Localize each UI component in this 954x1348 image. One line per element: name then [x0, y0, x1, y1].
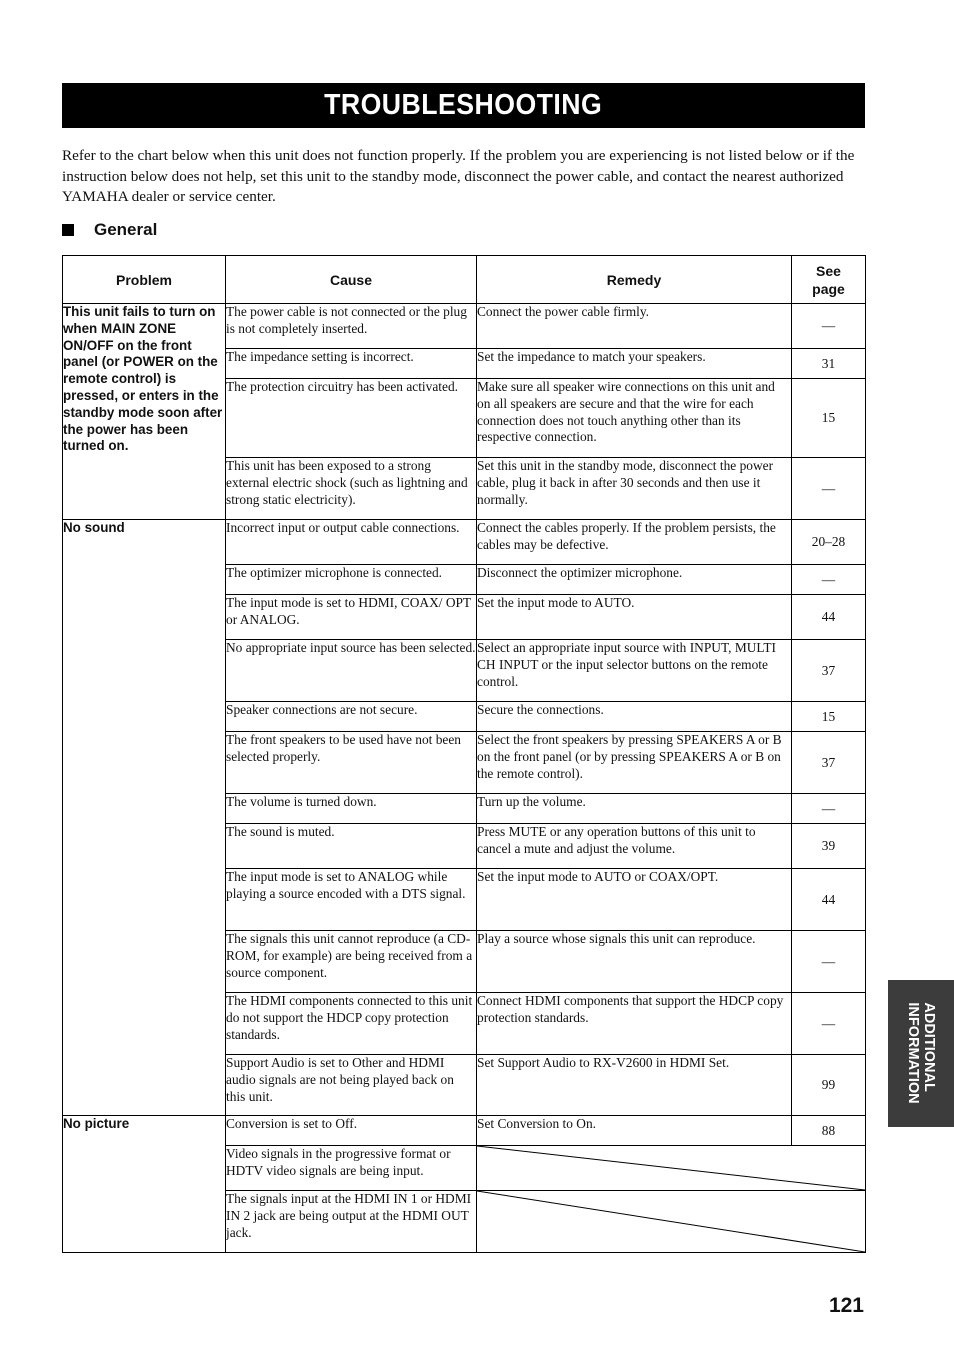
table-header-row — [63, 256, 866, 304]
cause-cell: Conversion is set to Off. — [226, 1116, 477, 1146]
page-number: 121 — [828, 1294, 864, 1317]
side-tab-label: ADDITIONAL INFORMATION — [905, 1002, 937, 1104]
section-heading — [62, 220, 157, 240]
page-cell: 37 — [792, 732, 866, 794]
problem-cell: No sound — [63, 520, 226, 1116]
square-bullet-icon — [62, 224, 74, 236]
remedy-cell: Set this unit in the standby mode, disconnect the power cable, plug it back in after 30 seconds and then use it normally. — [477, 458, 792, 520]
remedy-cell: Turn up the volume. — [477, 794, 792, 824]
empty-crossed-cell — [477, 1146, 866, 1191]
empty-crossed-cell — [477, 1191, 866, 1253]
cause-cell: Video signals in the progressive format or HDTV video signals are being input. — [226, 1146, 477, 1191]
cause-cell: The volume is turned down. — [226, 794, 477, 824]
remedy-cell: Play a source whose signals this unit can reproduce. — [477, 931, 792, 993]
section-title: General — [94, 220, 158, 239]
diagonal-line — [477, 1146, 865, 1190]
remedy-cell: Set the input mode to AUTO. — [477, 595, 792, 640]
page-cell: — — [792, 794, 866, 824]
page-cell: 20–28 — [792, 520, 866, 565]
remedy-cell: Make sure all speaker wire connections on this unit and on all speakers are secure and that the wire for each connection does not touch anything other than its respective connection. — [477, 379, 792, 458]
page-cell: — — [792, 565, 866, 595]
section-side-tab — [888, 980, 954, 1127]
table-row — [63, 304, 866, 349]
remedy-cell: Select the front speakers by pressing SPEAKERS A or B on the front panel (or by pressing SPEAKERS A or B on the remote control). — [477, 732, 792, 794]
remedy-cell: Select an appropriate input source with INPUT, MULTI CH INPUT or the input selector buttons on the remote control. — [477, 640, 792, 702]
page-cell: — — [792, 458, 866, 520]
page-cell: 37 — [792, 640, 866, 702]
page-cell: — — [792, 304, 866, 349]
cause-cell: Support Audio is set to Other and HDMI audio signals are not being played back on this unit. — [226, 1055, 477, 1116]
cause-cell: Incorrect input or output cable connections. — [226, 520, 477, 565]
remedy-cell: Disconnect the optimizer microphone. — [477, 565, 792, 595]
page-cell: 44 — [792, 869, 866, 931]
cause-cell: No appropriate input source has been selected. — [226, 640, 477, 702]
remedy-cell: Set Support Audio to RX-V2600 in HDMI Set. — [477, 1055, 792, 1116]
remedy-cell: Set the impedance to match your speakers. — [477, 349, 792, 379]
problem-cell: This unit fails to turn on when MAIN ZONE ON/OFF on the front panel (or POWER on the remote control) is pressed, or enters in the standby mode soon after the power has been turned on. — [63, 304, 226, 520]
remedy-cell: Secure the connections. — [477, 702, 792, 732]
cause-cell: This unit has been exposed to a strong external electric shock (such as lightning and strong static electricity). — [226, 458, 477, 520]
header-problem: Problem — [63, 256, 226, 304]
cause-cell: The input mode is set to HDMI, COAX/ OPT or ANALOG. — [226, 595, 477, 640]
cause-cell: The signals input at the HDMI IN 1 or HDMI IN 2 jack are being output at the HDMI OUT jack. — [226, 1191, 477, 1253]
cause-cell: The signals this unit cannot reproduce (a CD-ROM, for example) are being received from a source component. — [226, 931, 477, 993]
remedy-cell: Set the input mode to AUTO or COAX/OPT. — [477, 869, 792, 931]
cause-cell: The power cable is not connected or the plug is not completely inserted. — [226, 304, 477, 349]
header-see-page: See page — [792, 256, 866, 304]
remedy-cell: Set Conversion to On. — [477, 1116, 792, 1146]
diagonal-line — [477, 1191, 865, 1252]
page-cell: 44 — [792, 595, 866, 640]
page-title-bar — [62, 83, 865, 128]
remedy-cell: Connect the cables properly. If the problem persists, the cables may be defective. — [477, 520, 792, 565]
intro-paragraph: Refer to the chart below when this unit does not function properly. If the problem you are experiencing is not listed below or if the instruction below does not help, set this unit to the standby mode, disconnect the power cable, and contact the nearest authorized YAMAHA dealer or service center. — [62, 147, 855, 205]
cause-cell: The sound is muted. — [226, 824, 477, 869]
page-cell: 31 — [792, 349, 866, 379]
header-remedy: Remedy — [477, 256, 792, 304]
page-cell: 39 — [792, 824, 866, 869]
header-cause: Cause — [226, 256, 477, 304]
cause-cell: Speaker connections are not secure. — [226, 702, 477, 732]
cause-cell: The protection circuitry has been activated. — [226, 379, 477, 458]
table-row — [63, 1116, 866, 1146]
cause-cell: The optimizer microphone is connected. — [226, 565, 477, 595]
problem-cell: No picture — [63, 1116, 226, 1253]
page-title: TROUBLESHOOTING — [324, 89, 603, 121]
remedy-cell: Press MUTE or any operation buttons of this unit to cancel a mute and adjust the volume. — [477, 824, 792, 869]
page-cell: 15 — [792, 379, 866, 458]
remedy-cell: Connect HDMI components that support the HDCP copy protection standards. — [477, 993, 792, 1055]
page-cell: 15 — [792, 702, 866, 732]
page-cell: — — [792, 931, 866, 993]
page-cell: 88 — [792, 1116, 866, 1146]
page-cell: — — [792, 993, 866, 1055]
table-row — [63, 520, 866, 565]
cause-cell: The input mode is set to ANALOG while playing a source encoded with a DTS signal. — [226, 869, 477, 931]
troubleshooting-table — [62, 255, 866, 1253]
cause-cell: The impedance setting is incorrect. — [226, 349, 477, 379]
cause-cell: The front speakers to be used have not been selected properly. — [226, 732, 477, 794]
remedy-cell: Connect the power cable firmly. — [477, 304, 792, 349]
page-cell: 99 — [792, 1055, 866, 1116]
cause-cell: The HDMI components connected to this unit do not support the HDCP copy protection standards. — [226, 993, 477, 1055]
